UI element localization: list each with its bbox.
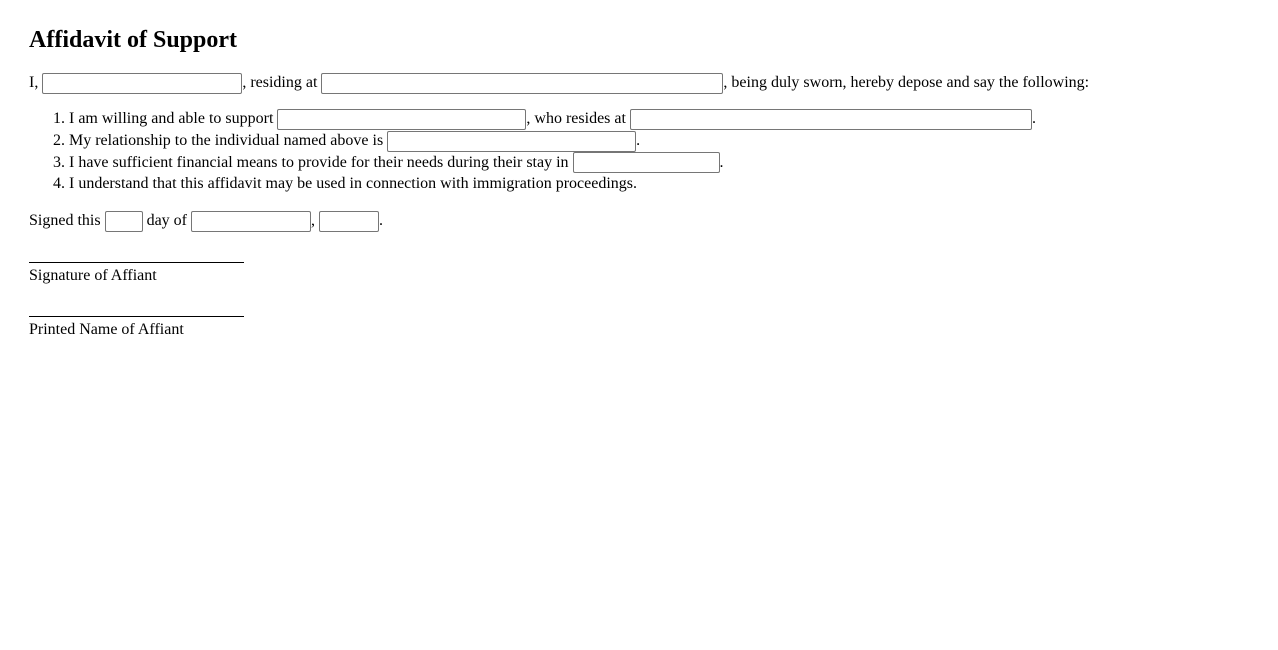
signature-label: Signature of Affiant	[29, 267, 157, 285]
support-text-mid: , who resides at	[526, 110, 630, 127]
stay-location-input[interactable]	[573, 152, 720, 173]
signed-text-comma: ,	[311, 212, 319, 230]
numbered-list	[29, 108, 1258, 194]
support-text-before: I am willing and able to support	[69, 110, 278, 127]
signed-line	[29, 210, 1258, 232]
means-text-after: .	[719, 153, 724, 171]
printed-name-block	[29, 316, 244, 340]
signature-rule	[29, 262, 244, 263]
affiant-address-input[interactable]	[321, 73, 723, 94]
list-item-support	[69, 108, 1258, 130]
intro-suffix: , being duly sworn, hereby depose and say the following:	[723, 74, 1090, 91]
relationship-input[interactable]	[387, 131, 636, 152]
printed-name-rule	[29, 316, 244, 317]
signed-text-mid: day of	[142, 212, 191, 230]
signature-block	[29, 262, 244, 286]
acknowledgment-text: I understand that this affidavit may be used in connection with immigration proceedings.	[69, 175, 638, 193]
means-text-before: I have sufficient financial means to provide for their needs during their stay in	[69, 153, 573, 171]
signed-month-input[interactable]	[191, 211, 311, 232]
supported-address-input[interactable]	[630, 109, 1032, 130]
list-item-acknowledgment	[69, 173, 1258, 194]
list-item-means	[69, 152, 1258, 174]
signed-text-after: .	[379, 212, 383, 230]
supported-name-input[interactable]	[277, 109, 526, 130]
intro-prefix: I,	[29, 74, 43, 91]
affiant-name-input[interactable]	[42, 73, 242, 94]
printed-name-label: Printed Name of Affiant	[29, 321, 184, 339]
intro-line	[29, 72, 1258, 94]
support-text-after: .	[1031, 110, 1036, 127]
page-title: Affidavit of Support	[29, 27, 238, 53]
signed-day-input[interactable]	[105, 211, 143, 232]
signed-year-input[interactable]	[319, 211, 379, 232]
relationship-text-after: .	[636, 131, 641, 149]
relationship-text-before: My relationship to the individual named above is	[69, 131, 388, 149]
intro-middle: , residing at	[242, 74, 322, 91]
signed-text-before: Signed this	[29, 212, 105, 230]
list-item-relationship	[69, 130, 1258, 152]
